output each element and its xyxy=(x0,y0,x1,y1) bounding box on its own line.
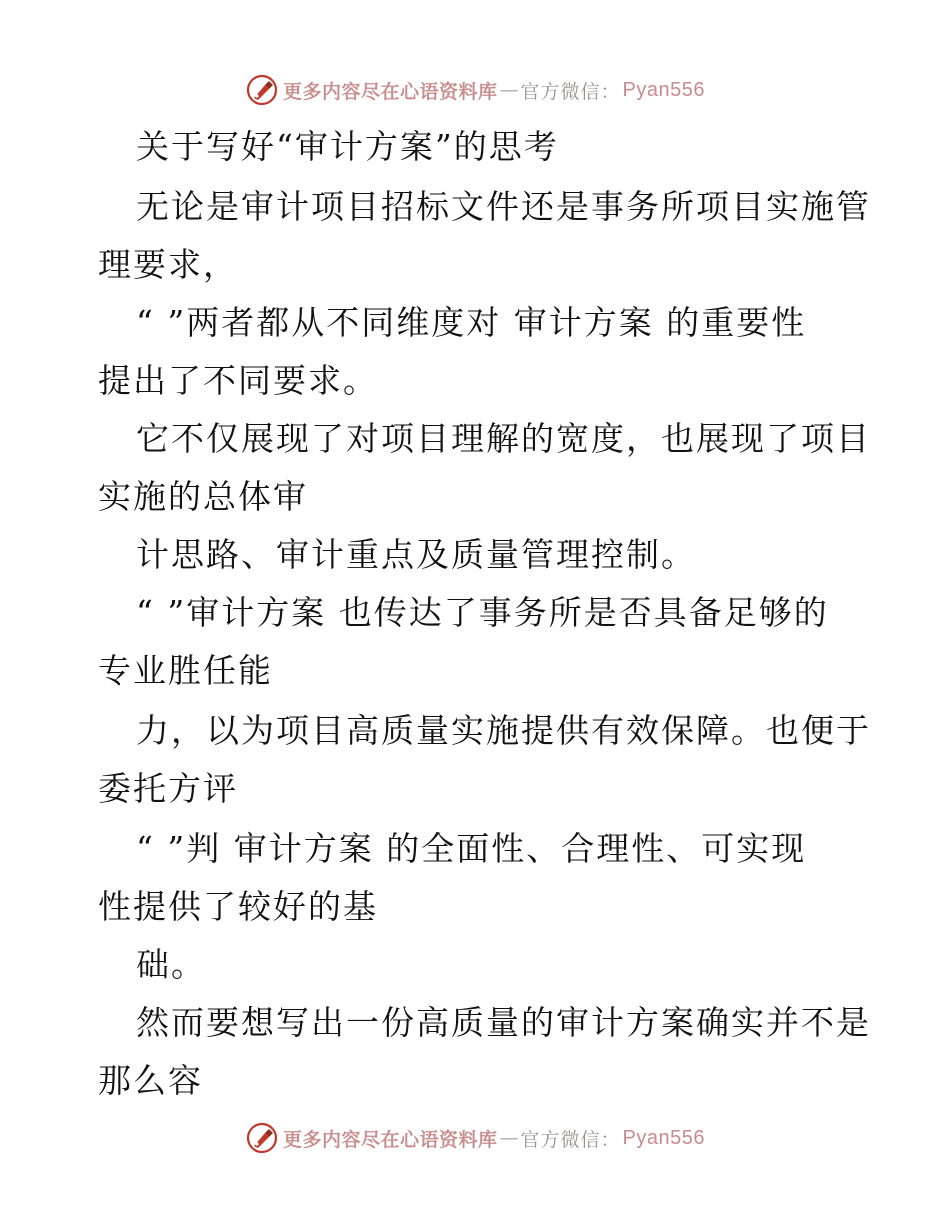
doc-line: “ ”判 审计方案 的全面性、合理性、可实现 xyxy=(136,829,807,868)
doc-line: 实施的总体审 xyxy=(98,477,308,516)
banner-dash: — xyxy=(499,1127,519,1149)
pen-logo-icon xyxy=(245,1121,279,1155)
doc-title: 关于写好“审计方案”的思考 xyxy=(136,127,559,166)
banner-main-text: 更多内容尽在心语资料库 xyxy=(283,80,498,103)
footer-banner xyxy=(0,1118,950,1158)
doc-line: 那么容 xyxy=(98,1061,203,1100)
doc-line: 它不仅展现了对项目理解的宽度，也展现了项目 xyxy=(136,419,871,458)
pen-logo-icon xyxy=(245,73,279,107)
doc-line: 础。 xyxy=(136,945,206,984)
doc-line: 性提供了较好的基 xyxy=(98,887,378,926)
banner-main-text: 更多内容尽在心语资料库 xyxy=(283,1128,498,1151)
banner-wechat-id: Pyan556 xyxy=(622,78,705,101)
doc-line: 委托方评 xyxy=(98,769,238,808)
doc-line: 专业胜任能 xyxy=(98,651,273,690)
banner-wechat-id: Pyan556 xyxy=(622,1126,705,1149)
doc-line: 无论是审计项目招标文件还是事务所项目实施管 xyxy=(136,187,871,226)
doc-line: 然而要想写出一份高质量的审计方案确实并不是 xyxy=(136,1003,871,1042)
doc-line: 理要求， xyxy=(98,245,238,284)
header-banner xyxy=(0,70,950,110)
banner-dash: — xyxy=(499,79,519,101)
doc-line: 力，以为项目高质量实施提供有效保障。也便于 xyxy=(136,711,871,750)
doc-line: 提出了不同要求。 xyxy=(98,361,378,400)
banner-sub-text: 官方微信： xyxy=(520,1128,621,1151)
doc-line: “ ”审计方案 也传达了事务所是否具备足够的 xyxy=(136,593,829,632)
banner-sub-text: 官方微信： xyxy=(520,80,621,103)
doc-line: “ ”两者都从不同维度对 审计方案 的重要性 xyxy=(136,303,807,342)
doc-line: 计思路、审计重点及质量管理控制。 xyxy=(136,535,696,574)
